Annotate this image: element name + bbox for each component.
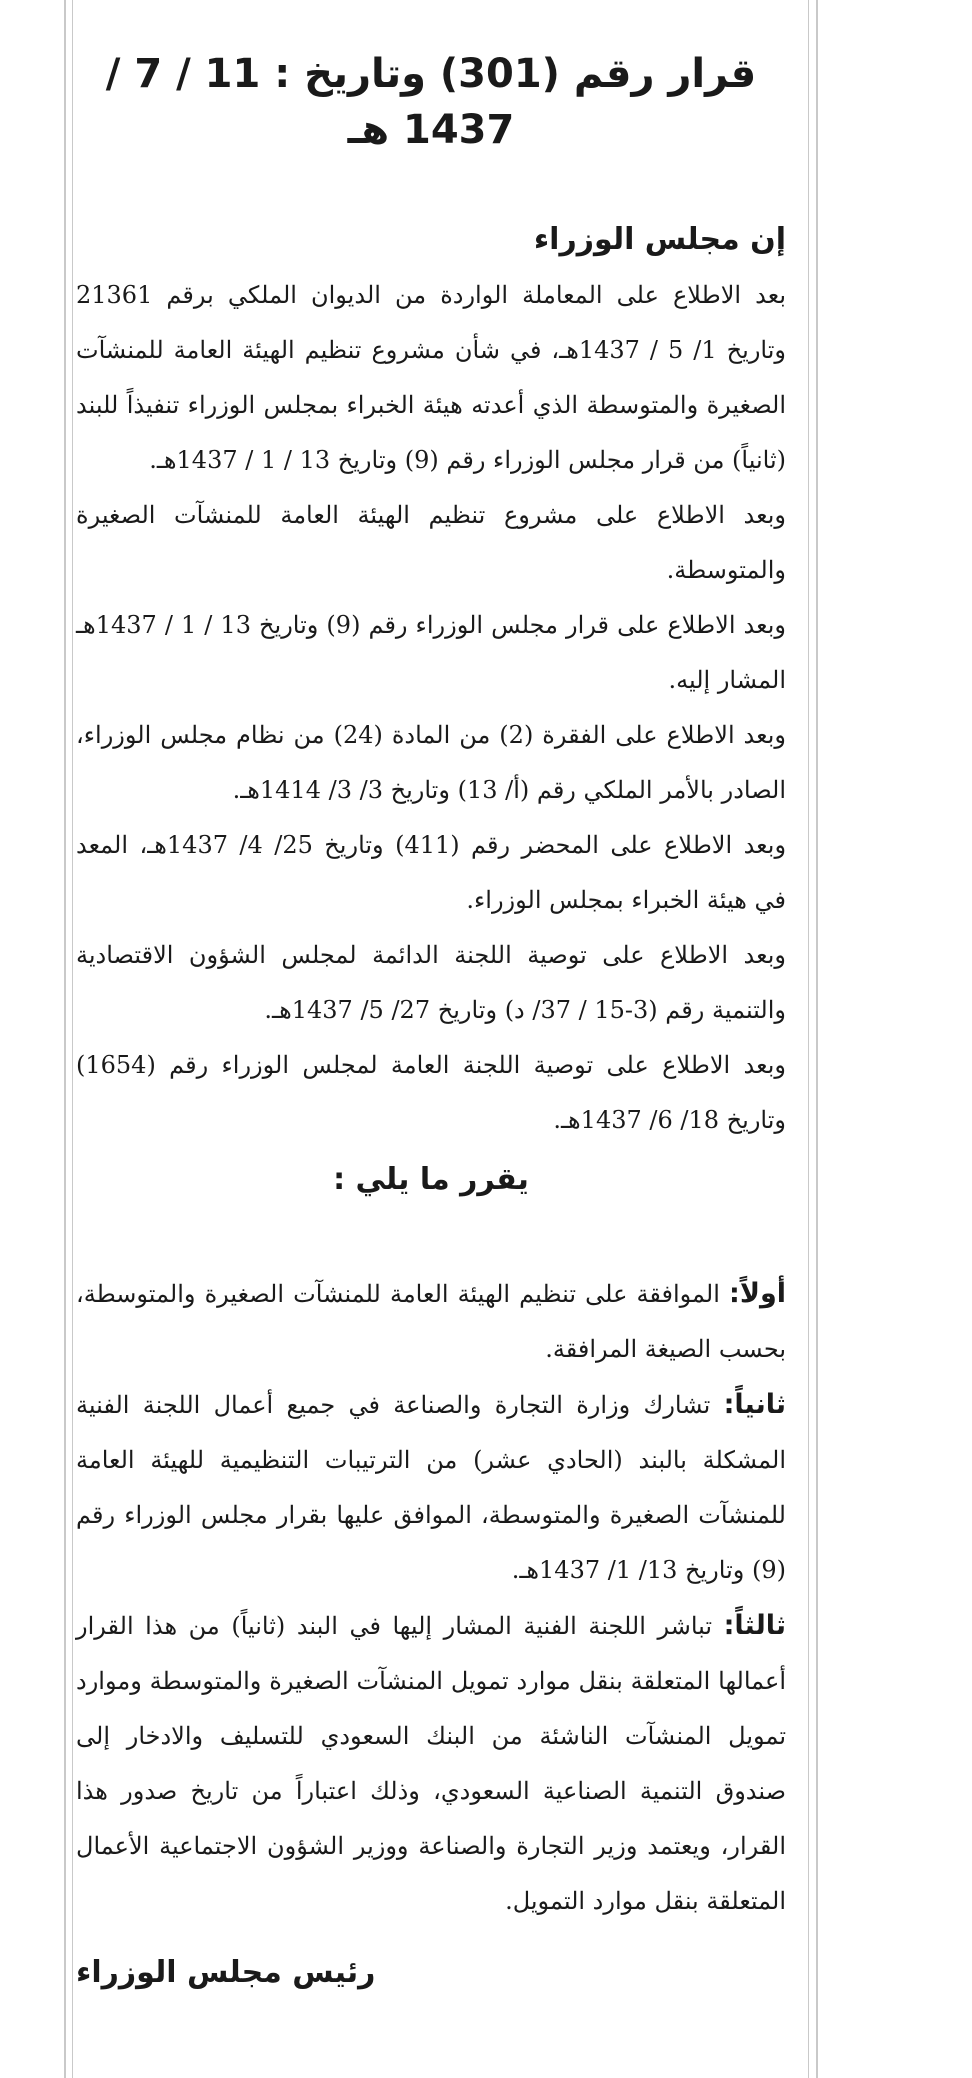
recital-paragraph: وبعد الاطلاع على قرار مجلس الوزراء رقم (9) وتاريخ 13 / 1 / 1437هـ المشار إليه. xyxy=(76,611,786,694)
item-text: الموافقة على تنظيم الهيئة العامة للمنشآت الصغيرة والمتوسطة، بحسب الصيغة المرافقة. xyxy=(76,1280,786,1363)
recital-paragraph: وبعد الاطلاع على المحضر رقم (411) وتاريخ 25/ 4/ 1437هـ، المعد في هيئة الخبراء بمجلس الوزراء. xyxy=(76,831,787,914)
recital-paragraph: وبعد الاطلاع على توصية اللجنة الدائمة لمجلس الشؤون الاقتصادية والتنمية رقم (3-15 / 37/ د) وتاريخ 27/ 5/ 1437هـ. xyxy=(76,941,786,1024)
decision-document xyxy=(76,30,786,1995)
left-page-border-inner xyxy=(72,0,73,2078)
recital-paragraph: وبعد الاطلاع على مشروع تنظيم الهيئة العامة للمنشآت الصغيرة والمتوسطة. xyxy=(76,501,786,584)
decision-item-second xyxy=(76,1377,786,1598)
decision-item-third xyxy=(76,1598,786,1929)
item-text: تشارك وزارة التجارة والصناعة في جميع أعمال اللجنة الفنية المشكلة بالبند (الحادي عشر) من الترتيبات التنظيمية للهيئة العامة للمنشآت الصغيرة والمتوسطة، الموافق عليها بقرار مجلس الوزراء رقم (9) وتاريخ 13/ 1/ 1437هـ. xyxy=(76,1391,786,1584)
item-label: ثالثاً: xyxy=(723,1610,786,1641)
council-heading: إن مجلس الوزراء xyxy=(533,222,786,257)
item-label: أولاً: xyxy=(729,1278,786,1309)
recital-paragraph: وبعد الاطلاع على توصية اللجنة العامة لمجلس الوزراء رقم (1654) وتاريخ 18/ 6/ 1437هـ. xyxy=(76,1051,786,1134)
left-page-border xyxy=(64,0,66,2078)
right-page-border xyxy=(816,0,818,2078)
recital-paragraph: وبعد الاطلاع على الفقرة (2) من المادة (24) من نظام مجلس الوزراء، الصادر بالأمر الملكي رقم (أ/ 13) وتاريخ 3/ 3/ 1414هـ. xyxy=(76,721,787,804)
item-label: ثانياً: xyxy=(723,1389,786,1420)
decides-heading: يقرر ما يلي : xyxy=(333,1162,529,1197)
right-page-border-inner xyxy=(808,0,809,2078)
item-text: تباشر اللجنة الفنية المشار إليها في البند (ثانياً) من هذا القرار أعمالها المتعلقة بنقل موارد تمويل المنشآت الصغيرة والمتوسطة وموارد تمويل المنشآت الناشئة من البنك السعودي للتسليف والادخار إلى صندوق التنمية الصناعية السعودي، وذلك اعتباراً من تاريخ صدور هذا القرار، ويعتمد وزير التجارة والصناعة ووزير الشؤون الاجتماعية الأعمال المتعلقة بنقل موارد التمويل. xyxy=(76,1612,786,1915)
decision-title: قرار رقم (301) وتاريخ : 11 / 7 / 1437 هـ xyxy=(105,51,757,153)
decision-item-first xyxy=(76,1266,786,1377)
recital-paragraph: بعد الاطلاع على المعاملة الواردة من الديوان الملكي برقم 21361 وتاريخ 1/ 5 / 1437هـ، في شأن مشروع تنظيم الهيئة العامة للمنشآت الصغيرة والمتوسطة الذي أعدته هيئة الخبراء بمجلس الوزراء تنفيذاً للبند (ثانياً) من قرار مجلس الوزراء رقم (9) وتاريخ 13 / 1 / 1437هـ. xyxy=(76,281,787,474)
signature-title: رئيس مجلس الوزراء xyxy=(76,1955,376,1990)
